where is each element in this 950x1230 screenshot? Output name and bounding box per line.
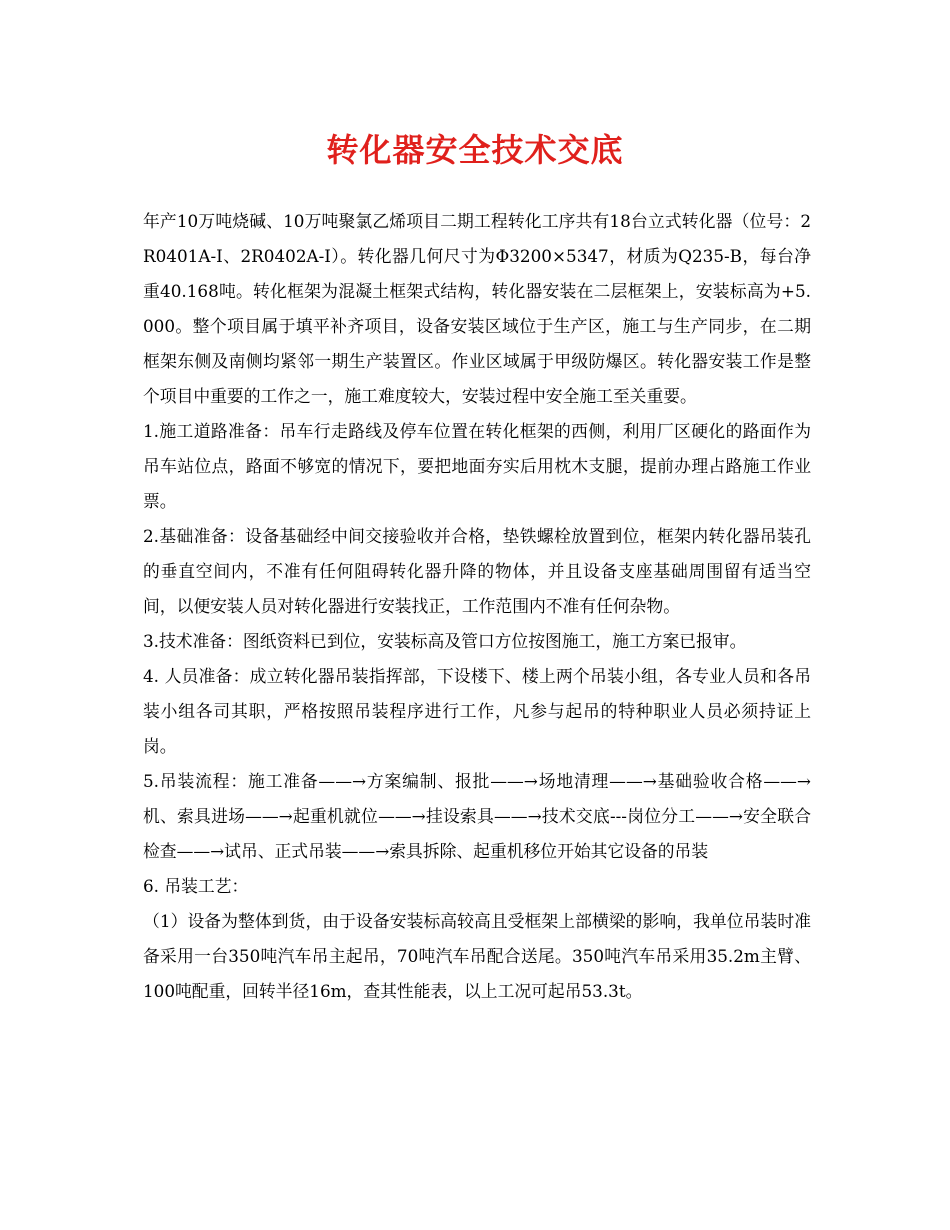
personnel-preparation-paragraph: 4. 人员准备：成立转化器吊装指挥部，下设楼下、楼上两个吊装小组，各专业人员和各吊装小组各司其职，严格按照吊装程序进行工作，凡参与起吊的特种职业人员必须持证上岗。 [143, 666, 811, 756]
foundation-preparation-paragraph: 2.基础准备：设备基础经中间交接验收并合格，垫铁螺栓放置到位，框架内转化器吊装孔的垂直空间内，不准有任何阻碍转化器升降的物体，并且设备支座基础周围留有适当空间，以便安装人员对转化器进行安装找正，工作范围内不准有任何杂物。 [143, 526, 811, 616]
lifting-technique-paragraph: （1）设备为整体到货，由于设备安装标高较高且受框架上部横梁的影响，我单位吊装时准备采用一台350吨汽车吊主起吊，70吨汽车吊配合送尾。350吨汽车吊采用35.2m主臂、100吨配重，回转半径16m，查其性能表，以上工况可起吊53.3t。 [143, 911, 811, 1001]
document-title: 转化器安全技术交底 [326, 131, 624, 169]
lifting-process-paragraph: 5.吊装流程：施工准备——→方案编制、报批——→场地清理——→基础验收合格——→机、索具进场——→起重机就位——→挂设索具——→技术交底---岗位分工——→安全联合检查——→试吊、正式吊装——→索具拆除、起重机移位开始其它设备的吊装 [143, 771, 811, 861]
road-preparation-paragraph: 1.施工道路准备：吊车行走路线及停车位置在转化框架的西侧，利用厂区硬化的路面作为吊车站位点，路面不够宽的情况下，要把地面夯实后用枕木支腿，提前办理占路施工作业票。 [143, 421, 811, 511]
lifting-technique-heading: 6. 吊装工艺： [143, 876, 249, 896]
document-body [143, 204, 811, 1009]
intro-paragraph: 年产10万吨烧碱、10万吨聚氯乙烯项目二期工程转化工序共有18台立式转化器（位号：2R0401A-I、2R0402A-I）。转化器几何尺寸为Φ3200×5347，材质为Q235-B，每台净重40.168吨。转化框架为混凝土框架式结构，转化器安装在二层框架上，安装标高为+5.000。整个项目属于填平补齐项目，设备安装区域位于生产区，施工与生产同步，在二期框架东侧及南侧均紧邻一期生产装置区。作业区域属于甲级防爆区。转化器安装工作是整个项目中重要的工作之一，施工难度较大，安装过程中安全施工至关重要。 [143, 211, 811, 406]
technical-preparation-paragraph: 3.技术准备：图纸资料已到位，安装标高及管口方位按图施工，施工方案已报审。 [143, 631, 747, 651]
